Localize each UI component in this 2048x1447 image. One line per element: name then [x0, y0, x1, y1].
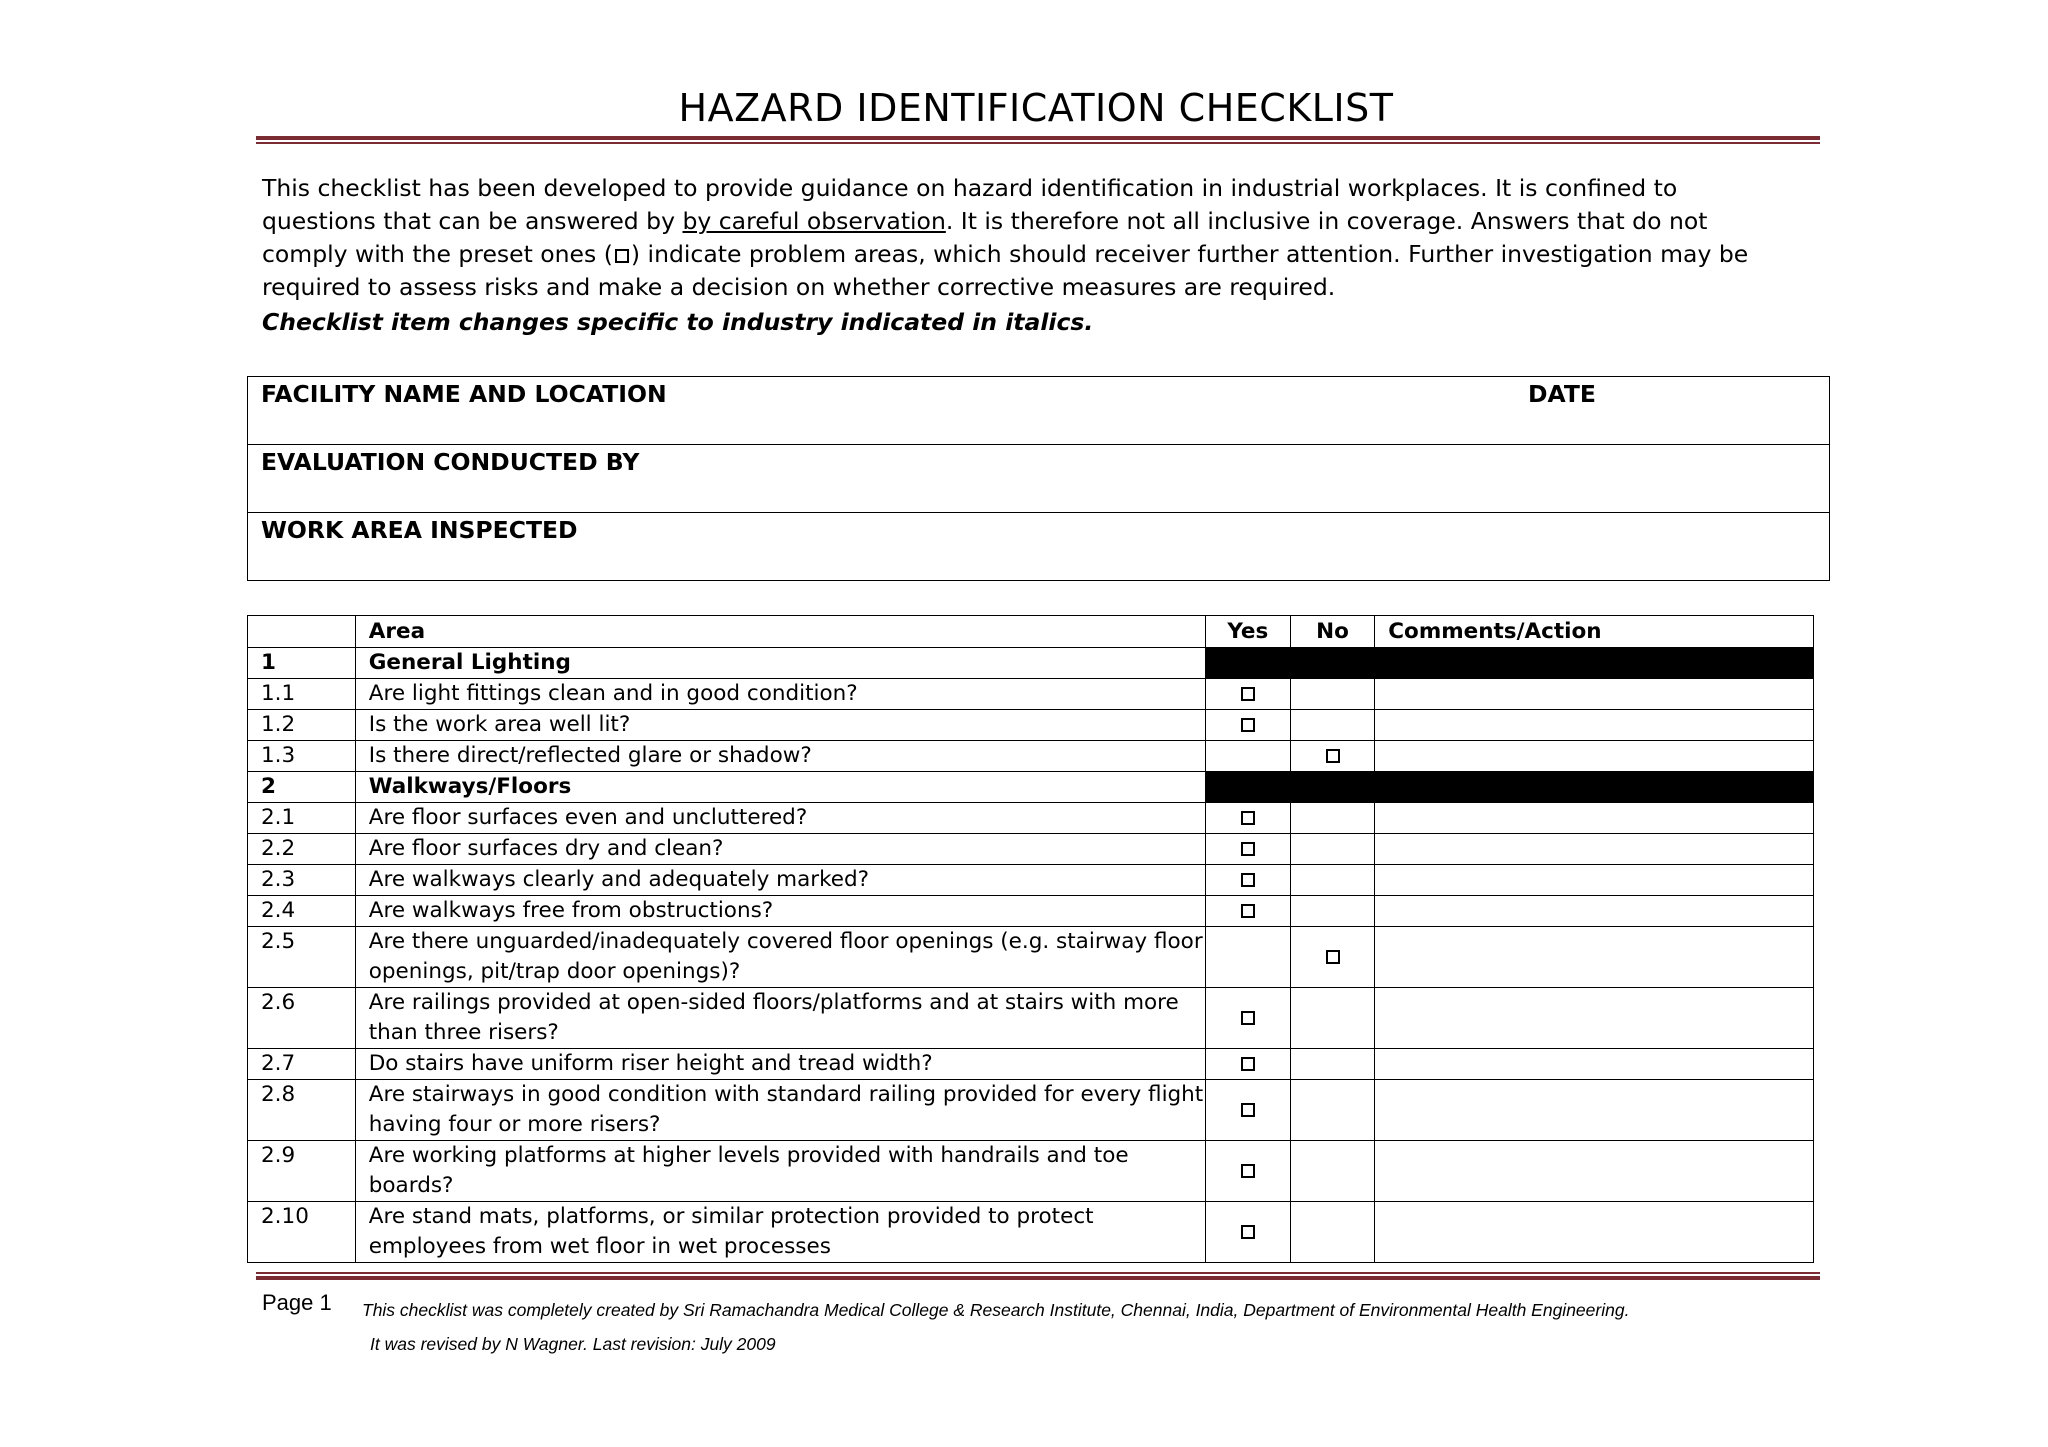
comments-cell: [1375, 1049, 1814, 1080]
item-question: Are there unguarded/inadequately covered floor openings (e.g. stairway floor openings, pit/trap door openings)?: [355, 927, 1205, 988]
comments-cell: [1375, 834, 1814, 865]
checkbox-icon[interactable]: [1241, 873, 1255, 887]
comments-cell: [1375, 648, 1814, 679]
item-question: Is the work area well lit?: [355, 710, 1205, 741]
comments-cell: [1375, 1080, 1814, 1141]
item-number: 1.1: [248, 679, 356, 710]
comments-cell: [1375, 772, 1814, 803]
no-cell: [1290, 710, 1375, 741]
checkbox-icon[interactable]: [1326, 950, 1340, 964]
work-area-label: WORK AREA INSPECTED: [261, 516, 578, 544]
checklist-row: [248, 1049, 1814, 1080]
checkbox-icon[interactable]: [1326, 749, 1340, 763]
item-question: Are stand mats, platforms, or similar protection provided to protect employees from wet floor in wet processes: [355, 1202, 1205, 1263]
intro-line: comply with the preset ones ( ) indicate problem areas, which should receiver further attention. Further investigation may be: [262, 240, 1749, 268]
evaluation-label: EVALUATION CONDUCTED BY: [261, 448, 640, 476]
italics-note: Checklist item changes specific to industry indicated in italics.: [262, 308, 1094, 336]
no-cell: [1290, 1080, 1375, 1141]
comments-cell: [1375, 1202, 1814, 1263]
page-number: Page 1: [262, 1290, 332, 1315]
checklist-header-row: [248, 616, 1814, 648]
checklist-row: [248, 710, 1814, 741]
yes-cell: [1205, 834, 1290, 865]
yes-cell: [1205, 803, 1290, 834]
item-question: Are stairways in good condition with standard railing provided for every flight having four or more risers?: [355, 1080, 1205, 1141]
yes-cell: [1205, 927, 1290, 988]
item-number: 2.3: [248, 865, 356, 896]
checklist-table: [247, 615, 1814, 1263]
checkbox-icon[interactable]: [1241, 1103, 1255, 1117]
checkbox-icon[interactable]: [1241, 904, 1255, 918]
comments-cell: [1375, 741, 1814, 772]
checkbox-icon[interactable]: [1241, 718, 1255, 732]
no-cell: [1290, 741, 1375, 772]
no-cell: [1290, 927, 1375, 988]
item-question: Do stairs have uniform riser height and tread width?: [355, 1049, 1205, 1080]
yes-cell: [1205, 865, 1290, 896]
yes-cell: [1205, 988, 1290, 1049]
facility-row: [248, 377, 1830, 445]
section-title: Walkways/Floors: [355, 772, 1205, 803]
footer-note: [362, 1293, 1629, 1361]
no-cell: [1290, 648, 1375, 679]
no-cell: [1290, 1141, 1375, 1202]
no-cell: [1290, 679, 1375, 710]
checklist-row: [248, 1202, 1814, 1263]
checkbox-icon[interactable]: [1241, 1225, 1255, 1239]
item-number: 2.10: [248, 1202, 356, 1263]
header-area: Area: [355, 616, 1205, 648]
header-comments: Comments/Action: [1375, 616, 1814, 648]
yes-cell: [1205, 1202, 1290, 1263]
checklist-row: [248, 803, 1814, 834]
comments-cell: [1375, 679, 1814, 710]
no-cell: [1290, 803, 1375, 834]
item-number: 2: [248, 772, 356, 803]
evaluation-row: [248, 445, 1830, 513]
checkbox-icon: [615, 249, 629, 263]
yes-cell: [1205, 679, 1290, 710]
no-cell: [1290, 772, 1375, 803]
work-area-row: [248, 513, 1830, 581]
checklist-row: [248, 741, 1814, 772]
item-question: Are floor surfaces dry and clean?: [355, 834, 1205, 865]
header-num: [248, 616, 356, 648]
item-number: 2.9: [248, 1141, 356, 1202]
yes-cell: [1205, 772, 1290, 803]
item-number: 2.7: [248, 1049, 356, 1080]
intro-text: [262, 172, 1822, 339]
header-yes: Yes: [1205, 616, 1290, 648]
yes-cell: [1205, 1049, 1290, 1080]
item-question: Is there direct/reflected glare or shadow?: [355, 741, 1205, 772]
checkbox-icon[interactable]: [1241, 1164, 1255, 1178]
footer-rule: [256, 1272, 1820, 1280]
no-cell: [1290, 1202, 1375, 1263]
item-number: 1.2: [248, 710, 356, 741]
footer-note-line: It was revised by N Wagner. Last revision: July 2009: [370, 1334, 776, 1354]
comments-cell: [1375, 896, 1814, 927]
item-number: 2.1: [248, 803, 356, 834]
no-cell: [1290, 865, 1375, 896]
document-title: HAZARD IDENTIFICATION CHECKLIST: [678, 86, 1394, 130]
checkbox-icon[interactable]: [1241, 811, 1255, 825]
underlined-phrase: by careful observation: [682, 207, 946, 235]
yes-cell: [1205, 1141, 1290, 1202]
yes-cell: [1205, 710, 1290, 741]
checkbox-icon[interactable]: [1241, 842, 1255, 856]
item-number: 2.4: [248, 896, 356, 927]
item-number: 1: [248, 648, 356, 679]
checklist-row: [248, 834, 1814, 865]
no-cell: [1290, 896, 1375, 927]
item-question: Are floor surfaces even and uncluttered?: [355, 803, 1205, 834]
no-cell: [1290, 834, 1375, 865]
checklist-row: [248, 1080, 1814, 1141]
item-question: Are light fittings clean and in good condition?: [355, 679, 1205, 710]
yes-cell: [1205, 1080, 1290, 1141]
yes-cell: [1205, 896, 1290, 927]
checkbox-icon[interactable]: [1241, 687, 1255, 701]
section-row: [248, 648, 1814, 679]
item-question: Are railings provided at open-sided floors/platforms and at stairs with more than three risers?: [355, 988, 1205, 1049]
intro-line: questions that can be answered by by careful observation. It is therefore not all inclusive in coverage. Answers that do not: [262, 207, 1708, 235]
item-number: 2.6: [248, 988, 356, 1049]
title-rule: [256, 136, 1820, 144]
item-question: Are walkways free from obstructions?: [355, 896, 1205, 927]
item-number: 2.5: [248, 927, 356, 988]
checklist-row: [248, 865, 1814, 896]
facility-label: FACILITY NAME AND LOCATION: [261, 380, 667, 408]
comments-cell: [1375, 1141, 1814, 1202]
checkbox-icon[interactable]: [1241, 1011, 1255, 1025]
checklist-row: [248, 679, 1814, 710]
item-number: 2.2: [248, 834, 356, 865]
no-cell: [1290, 1049, 1375, 1080]
comments-cell: [1375, 710, 1814, 741]
date-label: DATE: [1528, 380, 1596, 408]
yes-cell: [1205, 648, 1290, 679]
checklist-row: [248, 1141, 1814, 1202]
section-row: [248, 772, 1814, 803]
facility-info-table: [247, 376, 1830, 581]
intro-line: required to assess risks and make a decision on whether corrective measures are required.: [262, 273, 1336, 301]
checklist-row: [248, 988, 1814, 1049]
section-title: General Lighting: [355, 648, 1205, 679]
yes-cell: [1205, 741, 1290, 772]
no-cell: [1290, 988, 1375, 1049]
checklist-row: [248, 927, 1814, 988]
item-number: 1.3: [248, 741, 356, 772]
checklist-row: [248, 896, 1814, 927]
footer-note-line: This checklist was completely created by Sri Ramachandra Medical College & Research Institute, Chennai, India, Department of Environmental Health Engineering.: [362, 1300, 1630, 1320]
item-question: Are working platforms at higher levels provided with handrails and toe boards?: [355, 1141, 1205, 1202]
item-number: 2.8: [248, 1080, 356, 1141]
intro-line: This checklist has been developed to provide guidance on hazard identification in industrial workplaces. It is confined to: [262, 174, 1678, 202]
comments-cell: [1375, 803, 1814, 834]
item-question: Are walkways clearly and adequately marked?: [355, 865, 1205, 896]
comments-cell: [1375, 865, 1814, 896]
comments-cell: [1375, 988, 1814, 1049]
comments-cell: [1375, 927, 1814, 988]
checkbox-icon[interactable]: [1241, 1057, 1255, 1071]
header-no: No: [1290, 616, 1375, 648]
